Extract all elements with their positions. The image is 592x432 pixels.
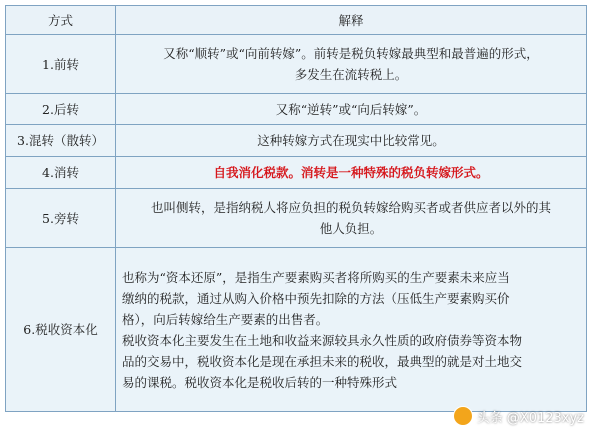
explanation-line: 易的课税。税收资本化是税收后转的一种特殊形式 bbox=[122, 374, 398, 390]
row-explanation bbox=[116, 35, 587, 94]
table-row bbox=[6, 35, 587, 94]
watermark bbox=[453, 406, 584, 426]
header-method: 方式 bbox=[6, 6, 116, 35]
table-row bbox=[6, 189, 587, 248]
row-method: 1.前转 bbox=[6, 35, 116, 94]
explanation-line: 税收资本化主要发生在土地和收益来源较具永久性质的政府债券等资本物 bbox=[122, 332, 523, 348]
explanation-line: 也称为“资本还原”，是指生产要素购买者将所购买的生产要素未来应当 bbox=[122, 269, 510, 285]
watermark-logo-icon bbox=[453, 406, 473, 426]
row-explanation bbox=[116, 248, 587, 412]
table-header-row bbox=[6, 6, 587, 35]
row-method: 2.后转 bbox=[6, 94, 116, 125]
tax-shifting-table-container bbox=[5, 5, 586, 412]
explanation-line: 多发生在流转税上。 bbox=[294, 67, 408, 82]
row-explanation bbox=[116, 189, 587, 248]
row-explanation bbox=[116, 94, 587, 125]
explanation-line: 又称“顺转”或“向前转嫁”。前转是税负转嫁最典型和最普遍的形式， bbox=[163, 46, 539, 61]
row-method: 6.税收资本化 bbox=[6, 248, 116, 412]
explanation-line: 他人负担。 bbox=[319, 221, 383, 236]
explanation-line-highlight: 自我消化税款。消转是一种特殊的税负转嫁形式。 bbox=[213, 165, 489, 180]
explanation-line: 缴纳的税款，通过从购入价格中预先扣除的方法（压低生产要素购买价 bbox=[122, 290, 510, 306]
table-row bbox=[6, 248, 587, 412]
row-method: 5.旁转 bbox=[6, 189, 116, 248]
table-row bbox=[6, 157, 587, 189]
explanation-line: 也叫侧转，是指纳税人将应负担的税负转嫁给购买者或者供应者以外的其 bbox=[150, 200, 551, 215]
table-row bbox=[6, 94, 587, 125]
explanation-line: 格），向后转嫁给生产要素的出售者。 bbox=[122, 311, 329, 327]
tax-shifting-table bbox=[5, 5, 587, 412]
explanation-line: 这种转嫁方式在现实中比较常见。 bbox=[257, 133, 445, 148]
header-explanation: 解释 bbox=[116, 6, 587, 35]
row-explanation bbox=[116, 125, 587, 157]
table-row bbox=[6, 125, 587, 157]
row-method: 3.混转（散转） bbox=[6, 125, 116, 157]
explanation-line: 又称“逆转”或“向后转嫁”。 bbox=[275, 101, 427, 117]
watermark-text: 头条 @X0123xyz bbox=[476, 410, 584, 426]
explanation-line: 品的交易中，税收资本化是现在承担未来的税收，最典型的就是对土地交 bbox=[122, 353, 523, 369]
row-explanation bbox=[116, 157, 587, 189]
row-method: 4.消转 bbox=[6, 157, 116, 189]
